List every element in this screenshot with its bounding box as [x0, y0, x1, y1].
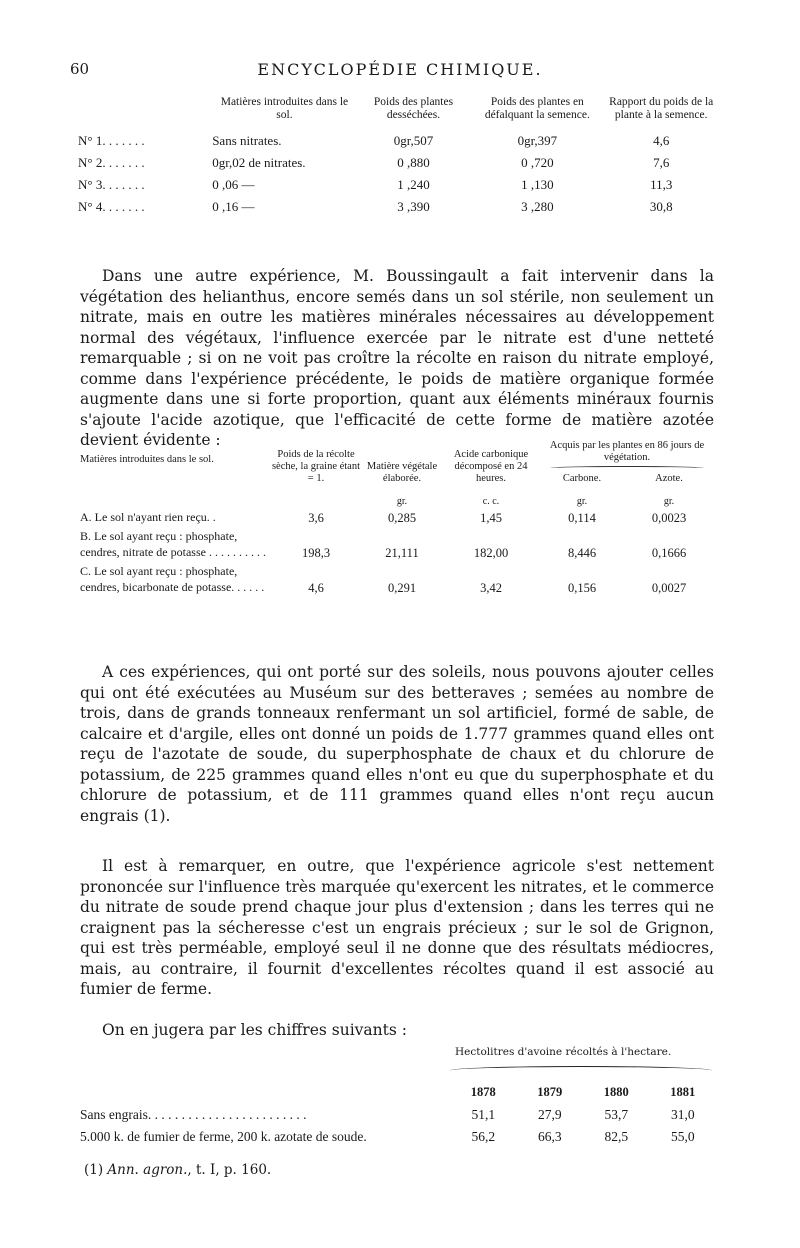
page-header [70, 60, 730, 84]
table-header-row [80, 1080, 716, 1104]
table-cell: N° 4. . . . . . . [78, 199, 145, 214]
table-cell: 1,45 [480, 510, 502, 525]
nitrate-growth-table [78, 96, 718, 218]
acquis-header: Acquis par les plantes en 86 jours de végétation. [549, 440, 705, 463]
table-cell: 7,6 [653, 155, 670, 170]
header-brace [550, 466, 704, 470]
body-paragraph: Il est à remarquer, en outre, que l'expérience agricole s'est nettement prononcée sur l'influence très marquée qu'exercent les nitrates, et le commerce du nitrate de soude prend chaque jour plus d'extension ; dans les terres qui ne craignent pas la sécheresse c'est un engrais précieux ; sur le sol de Grignon, qui est très perméable, employé seul il ne donne que des résultats médiocres, mais, au contraire, il fournit d'excellentes récoltes quand il est associé au fumier de ferme. [80, 857, 714, 998]
table-cell: 4,6 [308, 580, 324, 595]
running-title: ENCYCLOPÉDIE CHIMIQUE. [257, 60, 543, 79]
table-cell: 56,2 [471, 1129, 496, 1144]
table-header-cell: 1880 [603, 1084, 629, 1099]
helianthus-experiment-table [80, 440, 714, 596]
table-row [78, 196, 718, 218]
caption-brace [450, 1066, 712, 1075]
table-header-cell: 1881 [670, 1084, 696, 1099]
table-cell: 66,3 [537, 1129, 562, 1144]
table-header-cell [540, 440, 714, 473]
table-cell: C. Le sol ayant reçu : phosphate, cendres, bicarbonate de potasse. . . . . . [80, 563, 265, 594]
table-cell: 1 ,240 [397, 177, 430, 192]
table-header-cell: Poids de la récolte sèche, la graine étant = 1. [271, 449, 361, 484]
table-cell: 0 ,880 [397, 155, 430, 170]
table-cell: A. Le sol n'ayant rien reçu. . [80, 510, 216, 524]
table-cell: 30,8 [649, 199, 673, 214]
table-header-cell: Carbone. [562, 473, 602, 484]
table-cell: 0,114 [568, 510, 596, 525]
table-row [78, 152, 718, 174]
table-row [80, 507, 714, 526]
table-row [80, 561, 714, 596]
table-row [78, 130, 718, 152]
table-cell: N° 1. . . . . . . [78, 133, 145, 148]
table-cell: 182,00 [473, 545, 509, 560]
table-cell: Sans engrais. . . . . . . . . . . . . . . . . . . . . . . . [80, 1107, 307, 1122]
oat-yield-table [80, 1080, 716, 1148]
table-row [80, 1126, 716, 1148]
table-cell: 0,291 [387, 580, 417, 595]
table-cell: 0,1666 [651, 545, 687, 560]
table-row [80, 526, 714, 561]
table-header-row [78, 96, 718, 130]
table-header-cell: Rapport du poids de la plante à la semence. [609, 96, 714, 121]
table-header-cell: Matières introduites dans le sol. [220, 96, 349, 121]
table-header-cell: 1878 [470, 1084, 496, 1099]
body-paragraph: On en jugera par les chiffres suivants : [102, 1021, 407, 1039]
table-cell: 3,6 [308, 510, 324, 525]
table-cell: 31,0 [670, 1107, 695, 1122]
table-cell: 82,5 [604, 1129, 629, 1144]
table-cell: 1 ,130 [521, 177, 554, 192]
table-cell: 0gr,507 [393, 133, 434, 148]
table-cell: gr. [396, 496, 408, 507]
table-cell: 0,0027 [651, 580, 687, 595]
table-header-cell [80, 1080, 450, 1104]
footnote-source: Ann. agron. [107, 1162, 188, 1178]
units-row [80, 485, 714, 507]
table-cell: 53,7 [604, 1107, 629, 1122]
page-number: 60 [70, 60, 90, 78]
table-cell: 0gr,02 de nitrates. [212, 155, 306, 170]
table-cell: 8,446 [567, 545, 597, 560]
footnote-marker: (1) [84, 1162, 104, 1178]
table-cell: 55,0 [670, 1129, 695, 1144]
table-cell [270, 485, 362, 507]
table-cell: 3,42 [480, 580, 502, 595]
table-header-cell: Poids des plantes en défalquant la semence. [484, 96, 590, 121]
table-cell: 3 ,390 [397, 199, 430, 214]
table-cell: 0 ,16 — [212, 199, 255, 214]
table-row [78, 174, 718, 196]
body-paragraph: A ces expériences, qui ont porté sur des soleils, nous pouvons ajouter celles qui ont été exécutées au Muséum sur des betteraves ; semées au nombre de trois, dans de grands tonneaux renfermant un sol artificiel, formé de sable, de calcaire et d'argile, elles ont donné un poids de 1.777 grammes quand elles ont reçu de l'azotate de soude, du superphosphate de chaux et du chlorure de potassium, de 225 grammes quand elles n'ont eu que du superphosphate et du chlorure de potassium, et de 111 grammes quand elles n'ont reçu aucun engrais (1). [80, 663, 714, 825]
table-cell: 51,1 [471, 1107, 496, 1122]
table-cell: gr. [576, 496, 588, 507]
table-cell: 0 ,06 — [212, 177, 255, 192]
table-cell: 11,3 [650, 177, 673, 192]
table-cell: 198,3 [301, 545, 331, 560]
table-cell: B. Le sol ayant reçu : phosphate, cendres, nitrate de potasse . . . . . . . . . . [80, 528, 266, 559]
table-cell: c. c. [482, 496, 500, 507]
table-cell: 0 ,720 [521, 155, 554, 170]
table-cell: Sans nitrates. [212, 133, 282, 148]
table-cell [80, 485, 270, 507]
table-cell: 27,9 [537, 1107, 562, 1122]
table-header-cell: Matières introduites dans le sol. [80, 454, 214, 465]
table-cell: 0,156 [567, 580, 597, 595]
body-paragraph: Dans une autre expérience, M. Boussingault a fait intervenir dans la végétation des helianthus, encore semés dans un sol stérile, non seulement un nitrate, mais en outre les matières minérales nécessaires au développement normal des végétaux, l'influence exercée par le nitrate est d'une netteté remarquable ; si on ne voit pas croître la récolte en raison du nitrate employé, comme dans l'expérience précédente, le poids de matière organique formée augmente dans une si forte proportion, quant aux éléments minéraux fournis s'ajoute l'acide azotique, que l'efficacité de cette forme de matière azotée devient évidente : [80, 267, 714, 449]
table-cell: 3 ,280 [521, 199, 554, 214]
table-cell: 0,0023 [651, 510, 687, 525]
table-cell: 4,6 [653, 133, 670, 148]
table-header-cell: Poids des plantes desséchées. [373, 96, 454, 121]
table-cell: N° 2. . . . . . . [78, 155, 145, 170]
table-cell: 0gr,397 [517, 133, 558, 148]
table-cell: N° 3. . . . . . . [78, 177, 145, 192]
table-header-row [80, 440, 714, 473]
table-header-cell: Azote. [655, 473, 683, 484]
table-cell: 21,111 [385, 545, 419, 560]
footnote [84, 1162, 271, 1178]
table-cell: gr. [663, 496, 675, 507]
table-header-cell: Acide carbonique décomposé en 24 heures. [453, 449, 529, 484]
table-cell: 0,285 [387, 510, 417, 525]
table-row [80, 1104, 716, 1126]
table-caption: Hectolitres d'avoine récoltés à l'hectare. [455, 1046, 672, 1058]
footnote-reference: , t. I, p. 160. [187, 1162, 272, 1178]
table-header-cell: Matière végétale élaborée. [366, 461, 438, 484]
table-header-cell: 1879 [537, 1084, 563, 1099]
table-cell: 5.000 k. de fumier de ferme, 200 k. azotate de soude. [80, 1129, 367, 1144]
table-header-cell [78, 96, 212, 130]
